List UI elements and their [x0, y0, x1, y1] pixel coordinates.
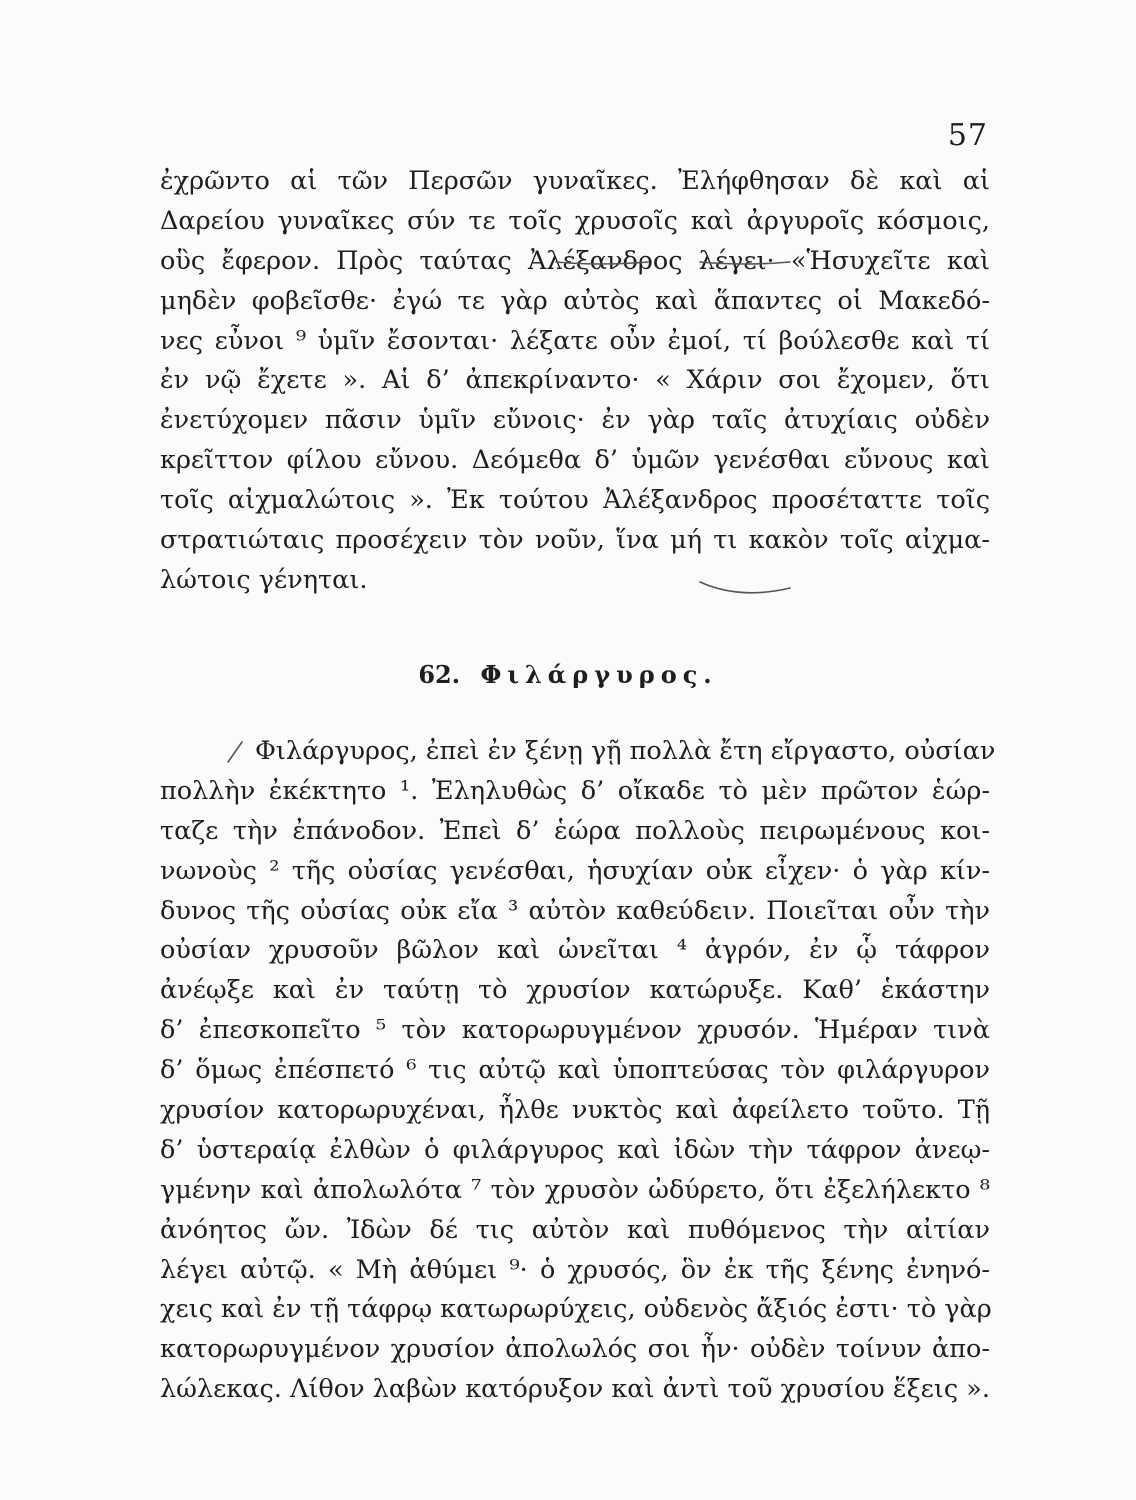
text-line: πολλὴν ἐκέκτητο ¹. Ἐληλυθὼς δ’ οἴκαδε τὸ μὲν πρῶτον ἑώρ- — [160, 775, 990, 806]
text-line: ἀνόητος ὤν. Ἰδὼν δέ τις αὐτὸν καὶ πυθόμενος τὴν αἰτίαν — [160, 1214, 990, 1245]
text-line: μηδὲν φοβεῖσθε· ἐγώ τε γὰρ αὐτὸς καὶ ἅπαντες οἱ Μακεδό- — [160, 285, 990, 316]
text-line: ἐχρῶντο αἱ τῶν Περσῶν γυναῖκες. Ἐλήφθησαν δὲ καὶ αἱ — [160, 166, 990, 196]
text-line: δ’ ὅμως ἐπέσπετό ⁶ τις αὐτῷ καὶ ὑποπτεύσας τὸν φιλάργυρον — [160, 1055, 990, 1086]
section-number: 62. — [418, 660, 461, 689]
text-line: νωνοὺς ² τῆς οὐσίας γενέσθαι, ἡσυχίαν οὐκ εἶχεν· ὁ γὰρ κίν- — [160, 855, 990, 886]
text-line: δ’ ὑστεραίᾳ ἐλθὼν ὁ φιλάργυρος καὶ ἰδὼν τὴν τάφρον ἀνεῳ- — [160, 1134, 990, 1165]
text-line: κρεῖττον φίλου εὔνου. Δεόμεθα δ’ ὑμῶν γενέσθαι εὔνους καὶ — [160, 445, 990, 476]
text-line: τοῖς αἰχμαλώτοις ». Ἐκ τούτου Ἀλέξανδρος προσέταττε τοῖς — [160, 485, 990, 516]
text-line: οὓς ἔφερον. Πρὸς ταύτας Ἀλέξανδρος λέγει· «Ἡσυχεῖτε καὶ — [160, 245, 990, 276]
section-heading — [0, 660, 1136, 689]
paragraph-2 — [160, 732, 996, 1410]
text-line: κατορωρυγμένον χρυσίον ἀπολωλός σοι ἦν· οὐδὲν τοίνυν ἀπο- — [160, 1334, 990, 1365]
text-line: λώτοις γένηται. — [160, 564, 368, 595]
text-line: Φιλάργυρος, ἐπεὶ ἐν ξένῃ γῇ πολλὰ ἔτη εἴργαστο, οὐσίαν — [255, 736, 996, 766]
text-line: ἐνετύχομεν πᾶσιν ὑμῖν εὔνοις· ἐν γὰρ ταῖς ἀτυχίαις οὐδὲν — [160, 405, 990, 436]
text-line: οὐσίαν χρυσοῦν βῶλον καὶ ὠνεῖται ⁴ ἀγρόν, ἐν ᾧ τάφρον — [160, 935, 990, 966]
text-line: χεις καὶ ἐν τῇ τάφρῳ κατωρωρύχεις, οὐδενὸς ἄξιός ἐστι· τὸ γὰρ — [160, 1294, 992, 1325]
page-number: 57 — [947, 118, 988, 153]
text-line: λώλεκας. Λίθον λαβὼν κατόρυξον καὶ ἀντὶ τοῦ χρυσίου ἕξεις ». — [160, 1374, 990, 1405]
paragraph-1 — [160, 162, 990, 601]
text-line: δυνος τῆς οὐσίας οὐκ εἴα ³ αὐτὸν καθεύδειν. Ποιεῖται οὖν τὴν — [160, 895, 990, 926]
text-line: ταζε τὴν ἐπάνοδον. Ἐπεὶ δ’ ἑώρα πολλοὺς πειρωμένους κοι- — [160, 815, 990, 846]
text-line: Δαρείου γυναῖκες σύν τε τοῖς χρυσοῖς καὶ ἀργυροῖς κόσμοις, — [160, 205, 990, 236]
text-line: λέγει αὐτῷ. « Μὴ ἀθύμει ⁹· ὁ χρυσός, ὃν ἐκ τῆς ξένης ἐνηνό- — [160, 1254, 990, 1285]
section-title: Φιλάργυρος. — [480, 660, 718, 689]
text-line: χρυσίον κατορωρυχέναι, ἦλθε νυκτὸς καὶ ἀφείλετο τοῦτο. Τῇ — [160, 1095, 990, 1126]
text-line: στρατιώταις προσέχειν τὸν νοῦν, ἵνα μή τι κακὸν τοῖς αἰχμα- — [160, 525, 990, 556]
text-line: γμένην καὶ ἀπολωλότα ⁷ τὸν χρυσὸν ὠδύρετο, ὅτι ἐξελήλεκτο ⁸ — [160, 1174, 990, 1205]
text-line: νες εὖνοι ⁹ ὑμῖν ἔσονται· λέξατε οὖν ἐμοί, τί βούλεσθε καὶ τί — [160, 325, 990, 356]
text-line: δ’ ἐπεσκοπεῖτο ⁵ τὸν κατορωρυγμένον χρυσόν. Ἡμέραν τινὰ — [160, 1015, 990, 1046]
text-line: ἐν νῷ ἔχετε ». Αἱ δ’ ἀπεκρίναντο· « Χάριν σοι ἔχομεν, ὅτι — [160, 365, 990, 396]
text-line: ἀνέῳξε καὶ ἐν ταύτῃ τὸ χρυσίον κατώρυξε. Καθ’ ἑκάστην — [160, 975, 990, 1006]
